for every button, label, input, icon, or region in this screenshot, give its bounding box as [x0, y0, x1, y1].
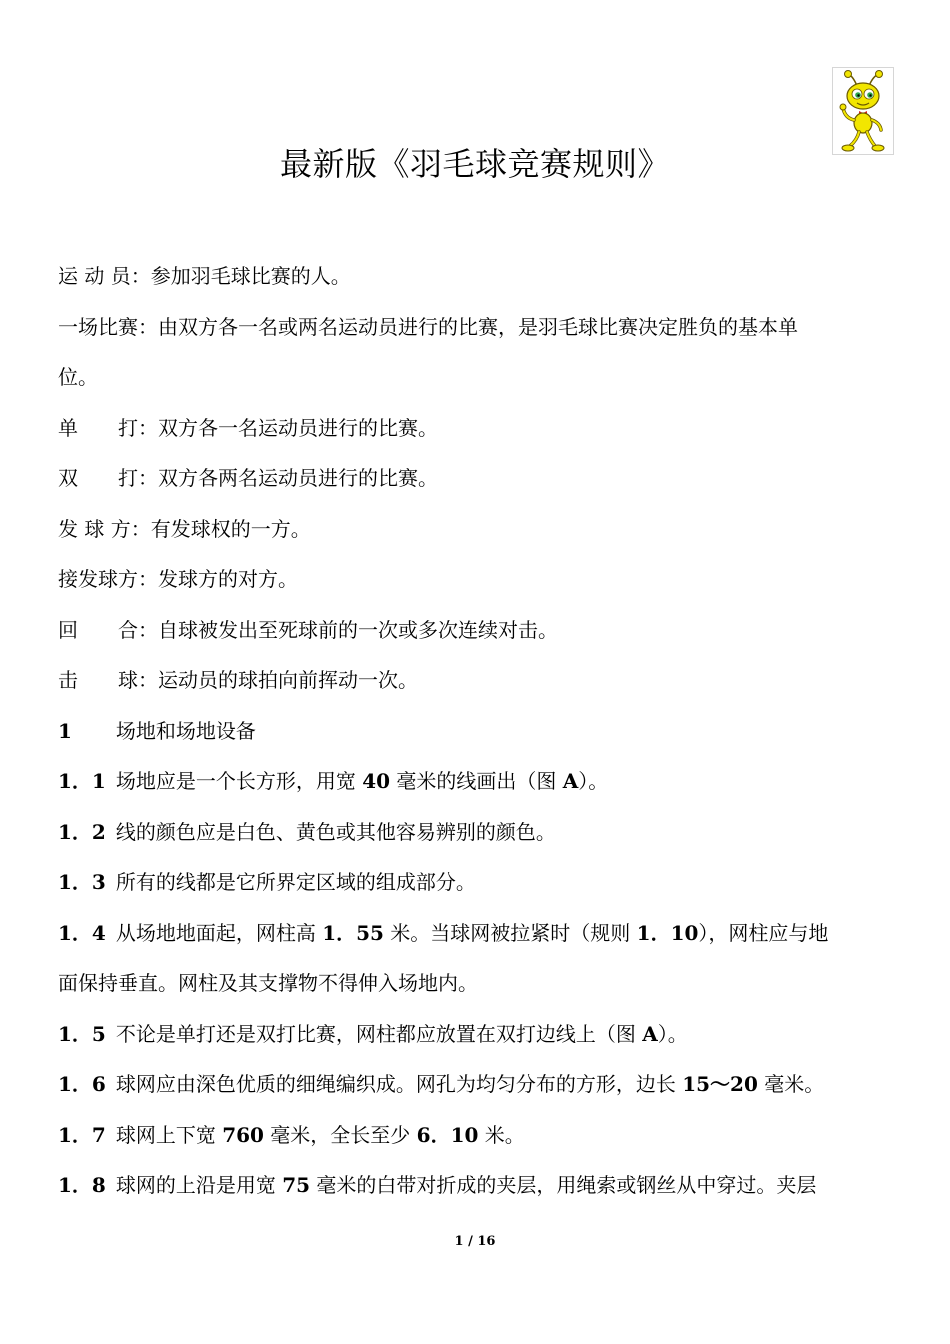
- page-number: 1 / 16: [454, 1234, 496, 1249]
- definition-term: 单 打：: [58, 415, 158, 440]
- rule-value: 760: [222, 1122, 264, 1147]
- rule-text: 米。当球网被拉紧时（规则: [383, 920, 637, 945]
- rule-line: [58, 962, 898, 1013]
- rule-line: [58, 1114, 898, 1165]
- definition-text: 参加羽毛球比赛的人。: [150, 264, 351, 288]
- rule-line: [58, 1013, 898, 1064]
- rule-text: 毫米，全长至少: [263, 1122, 417, 1147]
- rule-value: A: [562, 769, 579, 793]
- definition-line: [58, 255, 898, 306]
- rule-line: [58, 1063, 898, 1114]
- definition-term: 回 合：: [58, 617, 158, 642]
- rule-text: 面保持垂直。网柱及其支撑物不得伸入场地内。: [58, 971, 478, 995]
- rule-number: 1．1: [58, 769, 106, 793]
- definition-line: [58, 407, 898, 458]
- definition-term: 运 动 员：: [58, 264, 151, 288]
- rule-value: 15～20: [682, 1072, 758, 1096]
- definition-term: 一场比赛：: [58, 314, 158, 339]
- rule-value: 6．10: [416, 1122, 479, 1147]
- rule-line: [58, 811, 898, 862]
- rules-list: [58, 760, 898, 1215]
- rule-line: [58, 861, 898, 912]
- rule-text: 毫米。: [757, 1072, 825, 1096]
- rule-text: 米。: [478, 1122, 525, 1147]
- rule-line: [58, 760, 898, 811]
- definition-line: [58, 356, 898, 407]
- document-body: [58, 255, 898, 1215]
- definition-term: 接发球方：: [58, 567, 158, 591]
- definition-term: 双 打：: [58, 466, 158, 490]
- rule-text: 从场地地面起，网柱高: [115, 920, 323, 945]
- definition-text: 由双方各一名或两名运动员进行的比赛，是羽毛球比赛决定胜负的基本单: [158, 314, 798, 339]
- definition-term: 击 球：: [58, 668, 158, 692]
- definition-term: 发 球 方：: [58, 516, 151, 541]
- rule-number: 1．4: [58, 920, 106, 945]
- rule-value: 1．55: [322, 920, 384, 945]
- definition-line: [58, 508, 898, 559]
- rule-text: 不论是单打还是双打比赛，网柱都应放置在双打边线上（图: [115, 1021, 643, 1046]
- rule-text: 毫米的线画出（图: [390, 769, 563, 793]
- rule-number: 1．3: [58, 870, 106, 894]
- rule-number: 1．2: [58, 819, 106, 844]
- definitions-list: [58, 255, 898, 710]
- rule-value: A: [642, 1021, 658, 1046]
- rule-line: [58, 1164, 898, 1215]
- definition-text: 双方各两名运动员进行的比赛。: [158, 466, 438, 490]
- rule-text: 场地应是一个长方形，用宽: [115, 769, 363, 793]
- rule-text: ）。: [657, 1021, 688, 1046]
- document-title: 最新版《羽毛球竞赛规则》: [279, 145, 670, 183]
- rule-number: 1．5: [58, 1021, 106, 1046]
- rule-line: [58, 912, 898, 963]
- definition-line: [58, 659, 898, 710]
- section-heading: [58, 710, 898, 761]
- rule-number: 1．7: [58, 1122, 106, 1147]
- rule-value: 40: [362, 769, 391, 793]
- rule-value: 75: [282, 1173, 311, 1197]
- definition-line: [58, 306, 898, 357]
- definition-line: [58, 609, 898, 660]
- rule-text: ）。: [578, 769, 609, 793]
- rule-text: ），网柱应与地: [698, 920, 829, 945]
- definition-text: 自球被发出至死球前的一次或多次连续对击。: [158, 617, 558, 642]
- rule-text: 球网上下宽: [115, 1122, 223, 1147]
- rule-text: 球网应由深色优质的细绳编织成。网孔为均匀分布的方形，边长: [115, 1072, 683, 1096]
- definition-line: [58, 558, 898, 609]
- rule-text: 所有的线都是它所界定区域的组成部分。: [115, 870, 476, 894]
- rule-number: 1．8: [58, 1173, 106, 1197]
- rule-value: 1．10: [636, 920, 699, 945]
- rule-text: 毫米的白带对折成的夹层，用绳索或钢丝从中穿过。夹层: [310, 1173, 817, 1197]
- definition-text: 双方各一名运动员进行的比赛。: [158, 415, 438, 440]
- rule-text: 球网的上沿是用宽: [115, 1173, 283, 1197]
- definition-text: 发球方的对方。: [158, 567, 298, 591]
- rule-number: 1．6: [58, 1072, 106, 1096]
- section-title: 场地和场地设备: [115, 718, 256, 743]
- rule-text: 线的颜色应是白色、黄色或其他容易辨别的颜色。: [115, 819, 556, 844]
- definition-text: 有发球权的一方。: [150, 516, 311, 541]
- definition-text: 位。: [58, 365, 98, 389]
- definition-text: 运动员的球拍向前挥动一次。: [158, 668, 418, 692]
- definition-line: [58, 457, 898, 508]
- section-number: 1: [58, 718, 72, 743]
